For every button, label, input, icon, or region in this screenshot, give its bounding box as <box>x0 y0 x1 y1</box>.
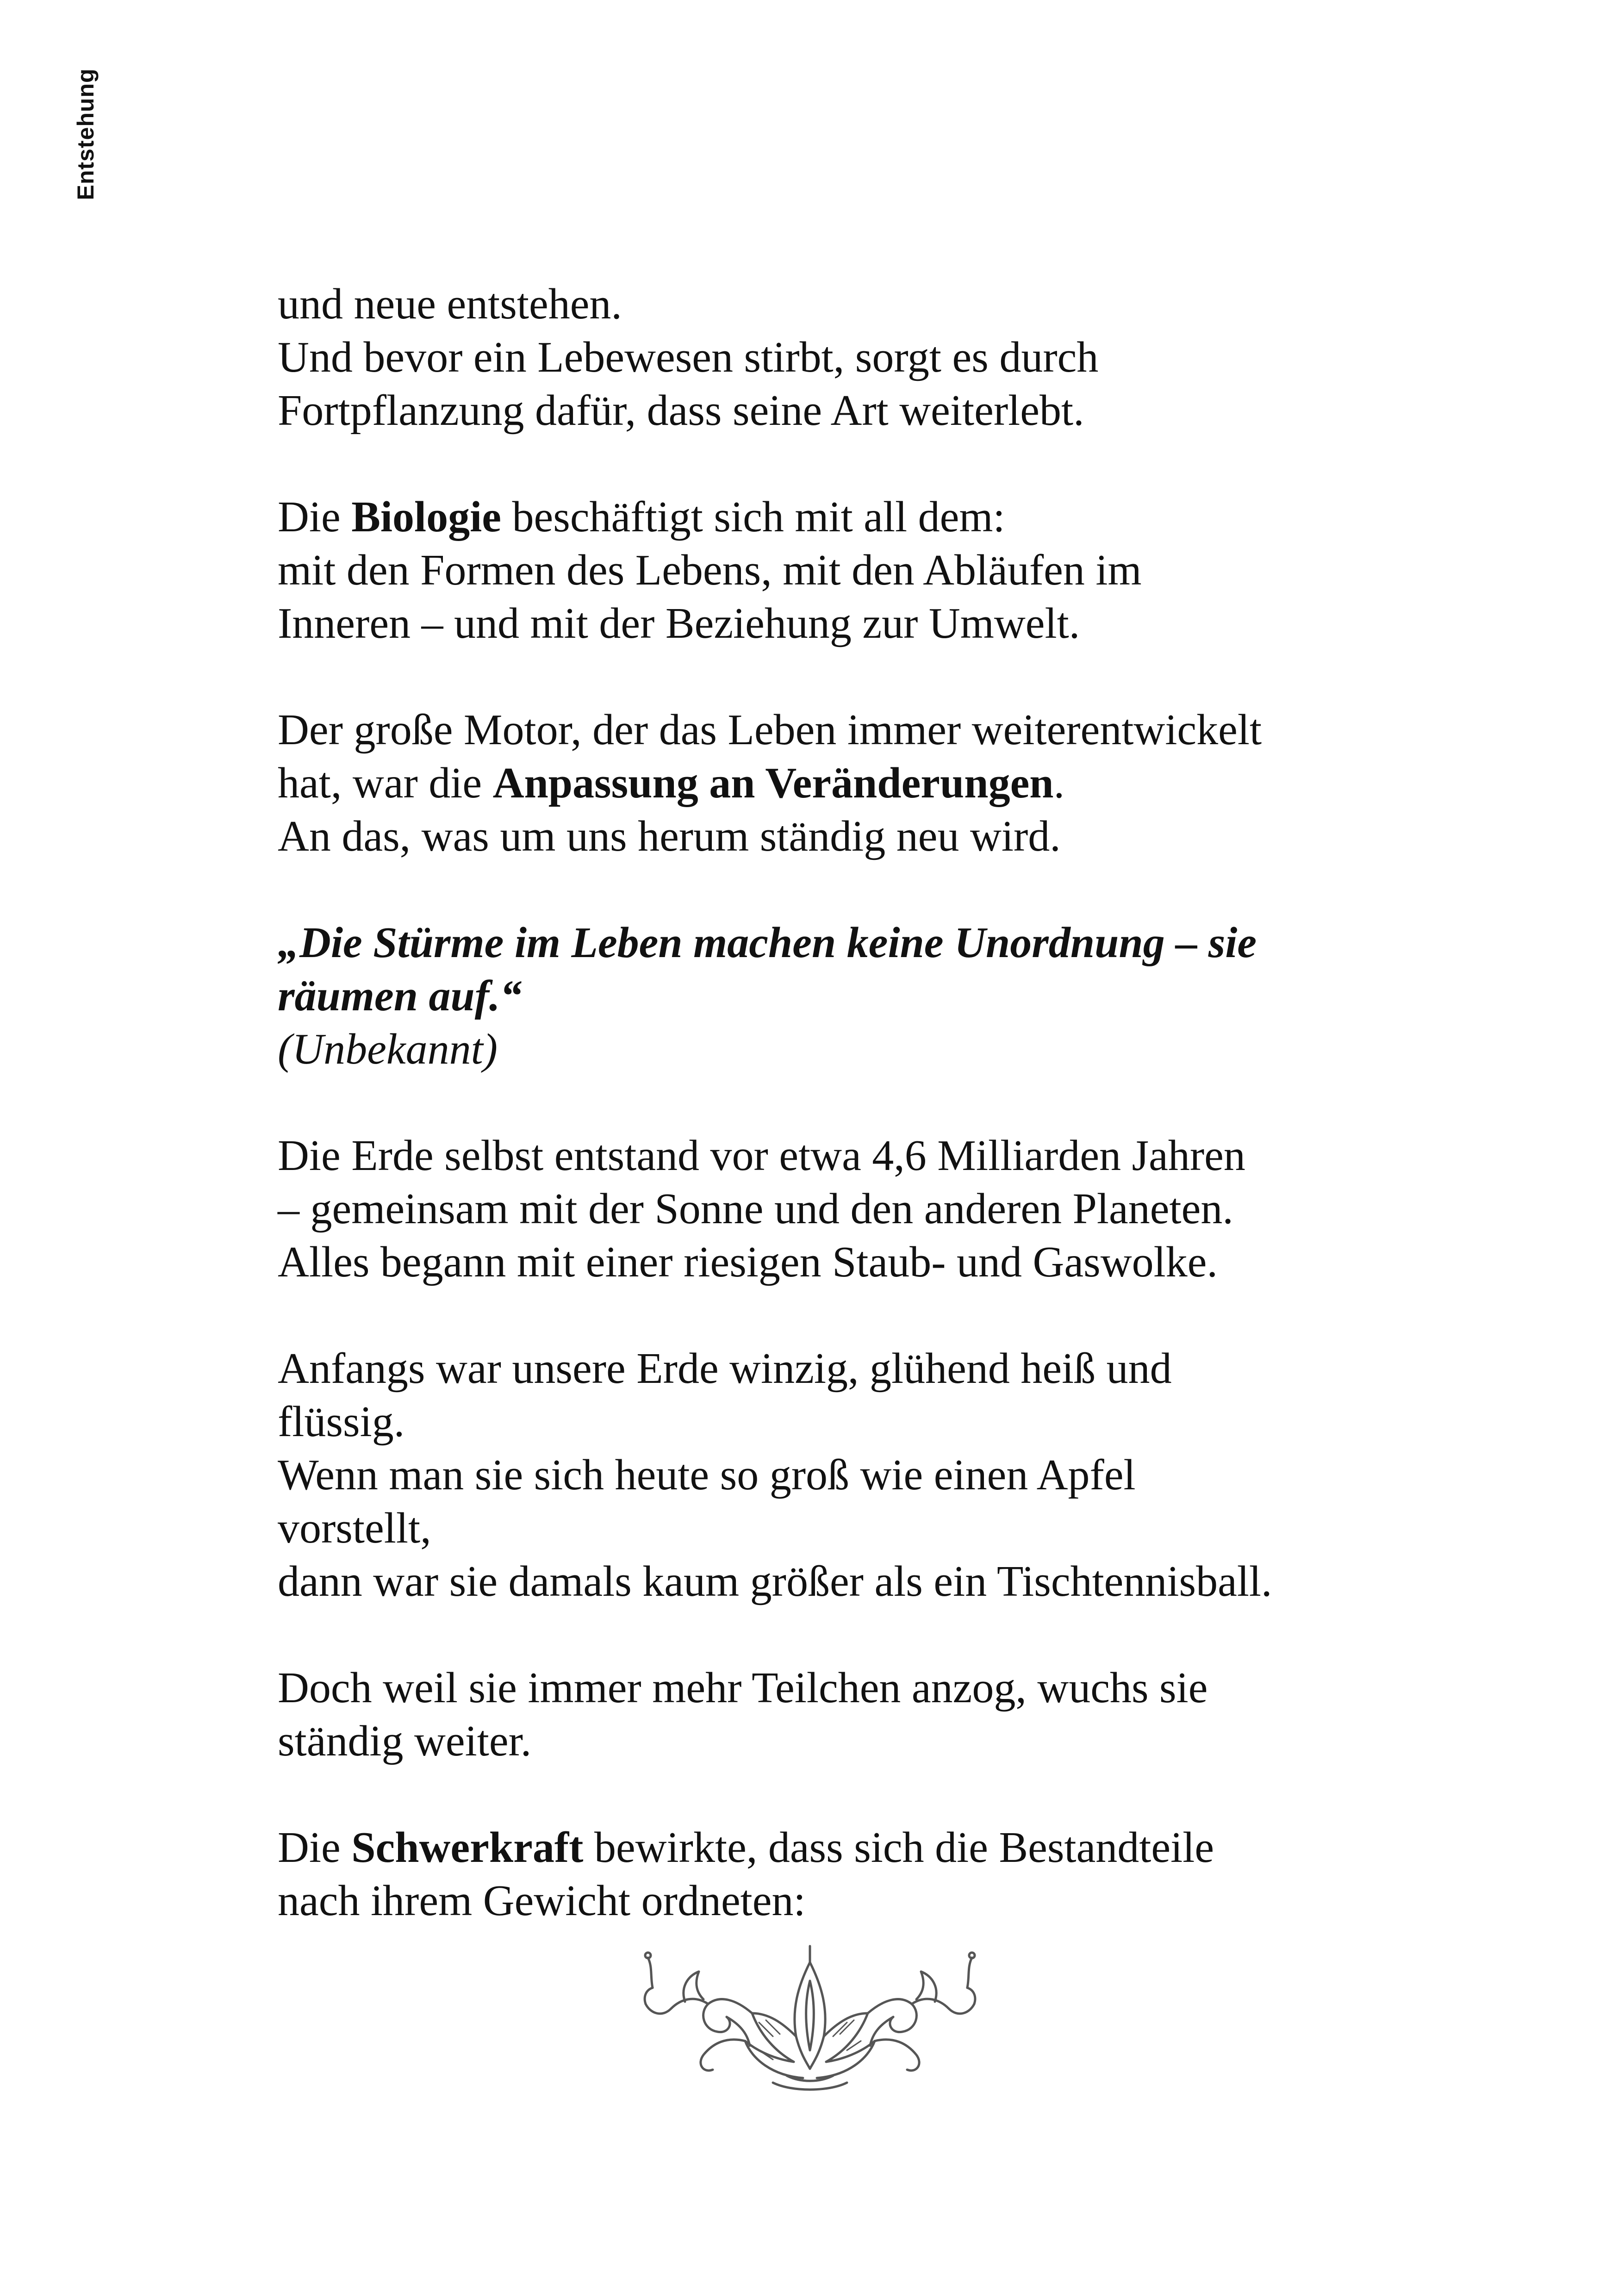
text-line: Und bevor ein Lebewesen stirbt, sorgt es durch <box>278 333 1099 381</box>
text-line: Alles begann mit einer riesigen Staub- und Gaswolke. <box>278 1238 1218 1286</box>
text-line <box>278 1821 1435 1874</box>
text-line: Inneren – und mit der Beziehung zur Umwelt. <box>278 599 1080 647</box>
paragraph-2 <box>278 491 1435 650</box>
body-text <box>278 278 1435 1981</box>
section-side-label: Entstehung <box>73 68 99 200</box>
text-segment: Die <box>278 493 352 541</box>
text-line: Der große Motor, der das Leben immer weiterentwickelt <box>278 706 1262 754</box>
paragraph-5 <box>278 1342 1435 1608</box>
text-line: – gemeinsam mit der Sonne und den anderen Planeten. <box>278 1185 1233 1233</box>
bold-term-anpassung: Anpassung an Veränderungen <box>492 759 1054 807</box>
bold-term-biologie: Biologie <box>351 493 502 541</box>
text-line: und neue entstehen. <box>278 280 622 328</box>
text-line: flüssig. <box>278 1398 405 1446</box>
text-line: vorstellt, <box>278 1504 431 1552</box>
text-segment: bewirkte, dass sich die Bestandteile <box>583 1823 1214 1872</box>
text-line: mit den Formen des Lebens, mit den Abläufen im <box>278 546 1142 594</box>
paragraph-3 <box>278 703 1435 863</box>
text-line: An das, was um uns herum ständig neu wird. <box>278 812 1061 860</box>
text-segment: Die <box>278 1823 352 1872</box>
paragraph-7 <box>278 1821 1435 1928</box>
text-segment: . <box>1053 759 1065 807</box>
text-line: dann war sie damals kaum größer als ein Tischtennisball. <box>278 1557 1272 1605</box>
text-line: Die Erde selbst entstand vor etwa 4,6 Milliarden Jahren <box>278 1132 1245 1180</box>
text-line: Doch weil sie immer mehr Teilchen anzog, wuchs sie <box>278 1664 1208 1712</box>
text-line: nach ihrem Gewicht ordneten: <box>278 1877 806 1925</box>
text-line <box>278 757 1435 810</box>
quote-line: „Die Stürme im Leben machen keine Unordnung – sie <box>278 919 1257 967</box>
quote-line: räumen auf.“ <box>278 972 522 1020</box>
lotus-ornament-icon <box>634 1944 986 2097</box>
text-line: Anfangs war unsere Erde winzig, glühend heiß und <box>278 1344 1172 1393</box>
text-line <box>278 491 1435 544</box>
text-segment: beschäftigt sich mit all dem: <box>501 493 1005 541</box>
paragraph-1 <box>278 278 1435 437</box>
quote-source: (Unbekannt) <box>278 1025 498 1073</box>
text-line: Wenn man sie sich heute so groß wie einen Apfel <box>278 1451 1136 1499</box>
text-line: ständig weiter. <box>278 1717 532 1765</box>
text-segment: hat, war die <box>278 759 493 807</box>
paragraph-4 <box>278 1129 1435 1289</box>
text-line: Fortpflanzung dafür, dass seine Art weiterlebt. <box>278 386 1084 435</box>
quote-block <box>278 916 1435 1076</box>
bold-term-schwerkraft: Schwerkraft <box>351 1823 584 1872</box>
paragraph-6 <box>278 1661 1435 1768</box>
